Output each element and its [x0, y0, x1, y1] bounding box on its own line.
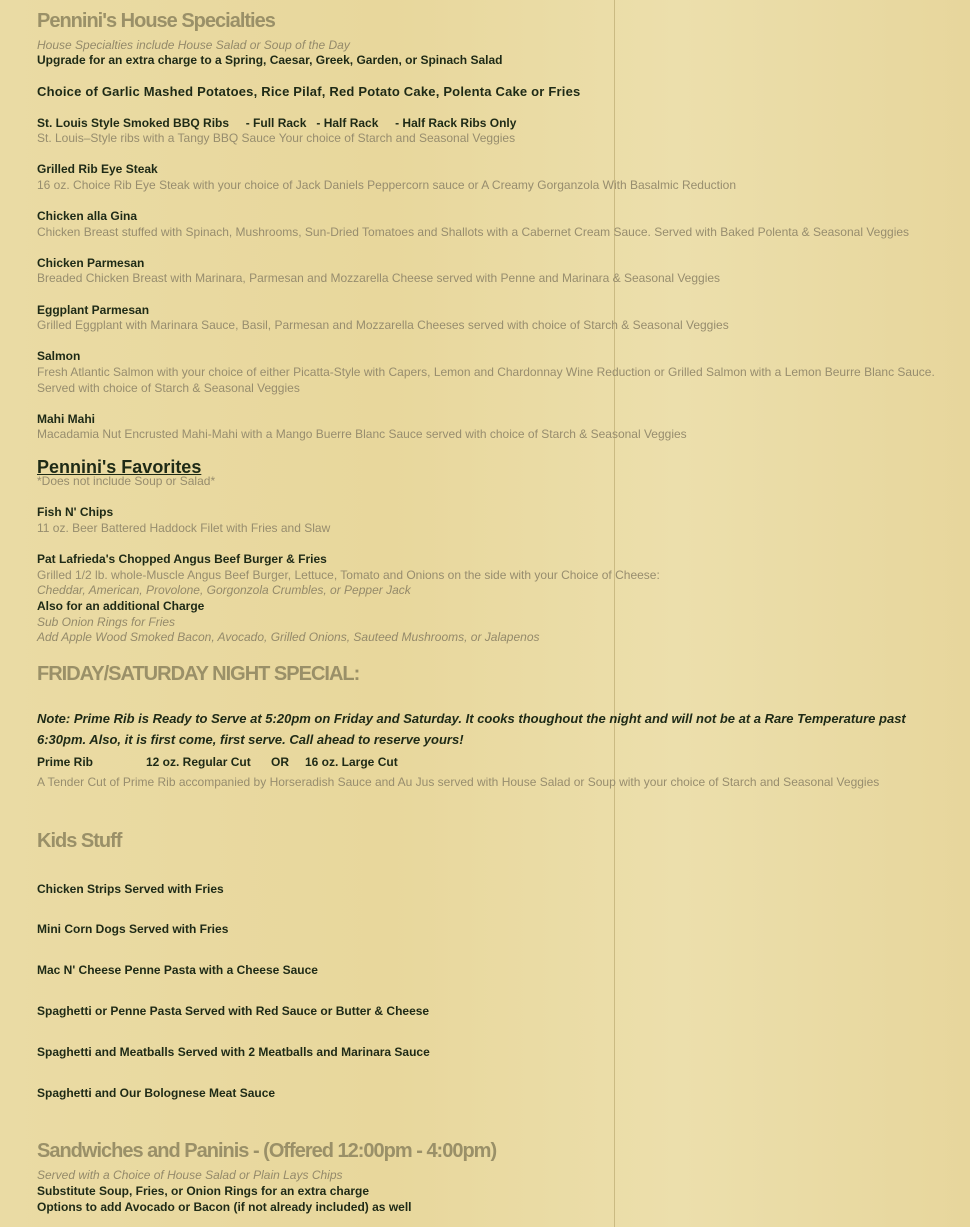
item-name: Chicken alla Gina	[37, 209, 138, 223]
sandwiches-title: Sandwiches and Paninis - (Offered 12:00pm - 4:00pm)	[37, 1140, 497, 1162]
item-name: Grilled Rib Eye Steak	[37, 162, 158, 176]
kids-title: Kids Stuff	[37, 830, 122, 852]
item-desc: A Tender Cut of Prime Rib accompanied by Horseradish Sauce and Au Jus served with House Salad or Soup with your choice of Starch and Seasonal Veggies	[37, 775, 880, 789]
favorites-title: Pennini's Favorites	[37, 457, 202, 477]
kids-item: Mini Corn Dogs Served with Fries	[37, 922, 229, 936]
prime-rib-label: Prime Rib	[37, 755, 94, 769]
or-label: OR	[271, 755, 289, 769]
kids-item: Spaghetti and Our Bolognese Meat Sauce	[37, 1086, 276, 1100]
item-name: Mahi Mahi	[37, 412, 96, 426]
item-desc: 16 oz. Choice Rib Eye Steak with your choice of Jack Daniels Peppercorn sauce or A Creamy Gorganzola With Basalmic Reduction	[37, 178, 736, 192]
favorites-note: *Does not include Soup or Salad*	[37, 474, 216, 488]
item-name: Salmon	[37, 349, 81, 363]
sub-onion-rings: Sub Onion Rings for Fries	[37, 615, 176, 629]
item-name: Fish N' Chips	[37, 505, 114, 519]
item-desc: Grilled 1/2 lb. whole-Muscle Angus Beef Burger, Lettuce, Tomato and Onions on the side with your Choice of Cheese:	[37, 568, 660, 582]
item-desc: Breaded Chicken Breast with Marinara, Parmesan and Mozzarella Cheese served with Penne and Marinara & Seasonal Veggies	[37, 271, 721, 285]
house-include-note: House Specialties include House Salad or Soup of the Day	[37, 38, 350, 52]
item-desc: Grilled Eggplant with Marinara Sauce, Basil, Parmesan and Mozzarella Cheeses served with choice of Starch & Seasonal Veggies	[37, 318, 729, 332]
item-desc: 11 oz. Beer Battered Haddock Filet with Fries and Slaw	[37, 521, 331, 535]
large-cut-label: 16 oz. Large Cut	[305, 755, 398, 769]
item-desc: Macadamia Nut Encrusted Mahi-Mahi with a Mango Buerre Blanc Sauce served with choice of Starch & Seasonal Veggies	[37, 427, 687, 441]
item-desc: Chicken Breast stuffed with Spinach, Mushrooms, Sun-Dried Tomatoes and Shallots with a Cabernet Cream Sauce. Served with Baked Polenta & Seasonal Veggies	[37, 225, 910, 239]
kids-item: Spaghetti and Meatballs Served with 2 Meatballs and Marinara Sauce	[37, 1045, 430, 1059]
house-choice-note: Choice of Garlic Mashed Potatoes, Rice Pilaf, Red Potato Cake, Polenta Cake or Fries	[37, 84, 581, 99]
burger-cheese-options: Cheddar, American, Provolone, Gorgonzola Crumbles, or Pepper Jack	[37, 583, 411, 597]
item-desc: St. Louis–Style ribs with a Tangy BBQ Sauce Your choice of Starch and Seasonal Veggies	[37, 131, 516, 145]
item-desc: Fresh Atlantic Salmon with your choice of either Picatta-Style with Capers, Lemon and Chardonnay Wine Reduction or Grilled Salmon with a Lemon Beurre Blanc Sauce. Served with choice of Starch & Seasonal Veggies	[37, 365, 935, 395]
kids-item: Chicken Strips Served with Fries	[37, 882, 224, 896]
additional-charge-label: Also for an additional Charge	[37, 599, 205, 613]
sandwiches-options-note: Options to add Avocado or Bacon (if not already included) as well	[37, 1200, 412, 1214]
item-name: Eggplant Parmesan	[37, 303, 150, 317]
item-name: Chicken Parmesan	[37, 256, 145, 270]
house-upgrade-note: Upgrade for an extra charge to a Spring, Caesar, Greek, Garden, or Spinach Salad	[37, 53, 503, 67]
item-name: St. Louis Style Smoked BBQ Ribs - Full Rack - Half Rack - Half Rack Ribs Only	[37, 116, 517, 130]
house-specialties-title: Pennini's House Specialties	[37, 10, 275, 32]
sandwiches-substitute-note: Substitute Soup, Fries, or Onion Rings for an extra charge	[37, 1184, 370, 1198]
sandwiches-served-note: Served with a Choice of House Salad or Plain Lays Chips	[37, 1168, 343, 1182]
burger-add-ons: Add Apple Wood Smoked Bacon, Avocado, Grilled Onions, Sauteed Mushrooms, or Jalapenos	[37, 630, 540, 644]
regular-cut-label: 12 oz. Regular Cut	[146, 755, 251, 769]
kids-item: Spaghetti or Penne Pasta Served with Red Sauce or Butter & Cheese	[37, 1004, 430, 1018]
special-note: Note: Prime Rib is Ready to Serve at 5:20pm on Friday and Saturday. It cooks thoughout the night and will not be at a Rare Temperature past 6:30pm. Also, it is first come, first serve. Call ahead to reserve yours!	[37, 711, 906, 747]
special-title: FRIDAY/SATURDAY NIGHT SPECIAL:	[37, 663, 360, 685]
item-name: Pat Lafrieda's Chopped Angus Beef Burger & Fries	[37, 552, 327, 566]
kids-item: Mac N' Cheese Penne Pasta with a Cheese Sauce	[37, 963, 318, 977]
